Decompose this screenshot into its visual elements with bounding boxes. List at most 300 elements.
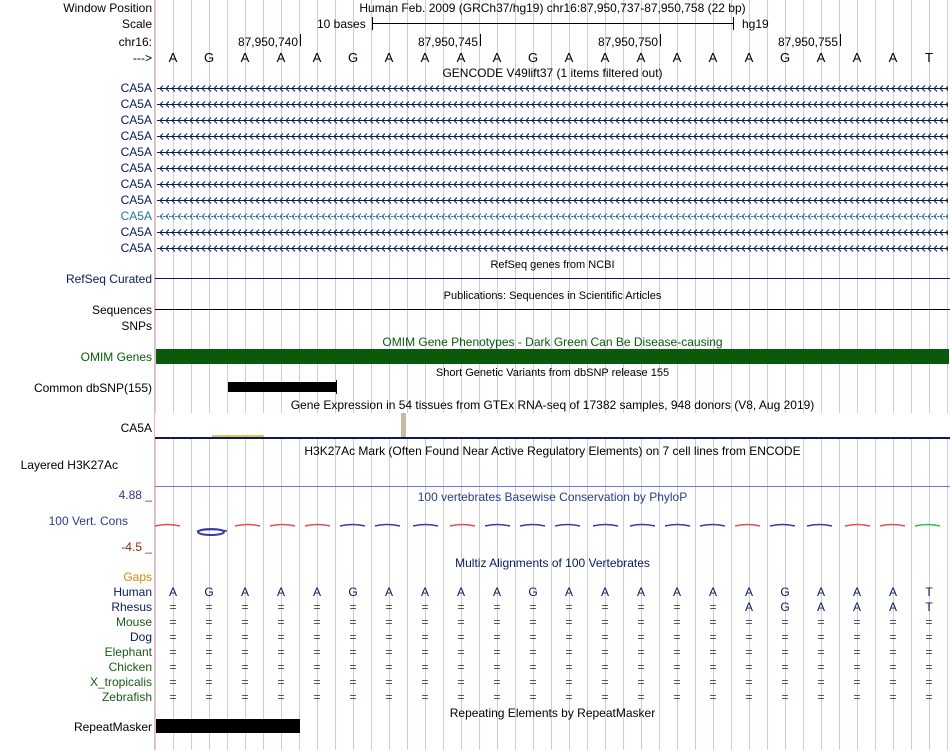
gencode-transcript-model[interactable] [157,180,948,189]
gtex-panel[interactable] [155,413,950,437]
multiz-base: = [925,630,933,644]
multiz-base: = [673,645,681,659]
multiz-base: = [277,660,285,674]
multiz-base: = [637,615,645,629]
multiz-base: = [169,600,177,614]
base-letter: A [708,50,718,65]
gencode-transcript-model[interactable] [157,212,948,221]
scale-value: 10 bases [317,17,366,31]
phylop-score-mark [915,525,940,527]
multiz-base: = [313,690,321,704]
multiz-base: = [529,600,537,614]
base-letter: A [384,50,394,65]
multiz-species-label[interactable]: Chicken [108,660,152,674]
multiz-base: = [313,600,321,614]
multiz-base: = [457,600,465,614]
gencode-transcript-model[interactable] [157,164,948,173]
multiz-base: = [601,630,609,644]
multiz-base: A [240,585,249,599]
multiz-base: = [493,645,501,659]
multiz-base: = [493,690,501,704]
chrom-label[interactable]: chr16: [118,35,152,49]
multiz-base: A [384,585,393,599]
gencode-transcript-label[interactable]: CA5A [120,97,152,111]
phylop-score-mark [630,525,655,527]
multiz-base: = [241,645,249,659]
multiz-base: = [421,660,429,674]
multiz-base: A [456,585,465,599]
multiz-base: A [276,585,285,599]
multiz-base: A [816,600,825,614]
phylop-score-mark [593,525,618,527]
multiz-base: A [636,585,645,599]
multiz-base: = [673,690,681,704]
refseq-track-title: RefSeq genes from NCBI [490,259,615,271]
multiz-base: = [241,600,249,614]
multiz-species-label[interactable]: Rhesus [111,600,152,614]
multiz-base: = [673,630,681,644]
scale-bar-left-end [372,17,373,30]
multiz-base: = [529,645,537,659]
base-letter: A [276,50,286,65]
multiz-base: = [889,675,897,689]
base-letter: A [492,50,502,65]
gencode-transcript-label[interactable]: CA5A [120,113,152,127]
multiz-base: = [637,630,645,644]
multiz-base: = [385,675,393,689]
gencode-track-title: GENCODE V49lift37 (1 items filtered out) [442,66,663,80]
multiz-base: = [241,630,249,644]
multiz-gaps-label[interactable]: Gaps [123,570,152,584]
phylop-score-mark [413,525,438,527]
repeatmasker-element-bar[interactable] [156,719,300,733]
phylop-score-mark [665,525,690,527]
multiz-base: = [493,615,501,629]
repeatmasker-track-label[interactable]: RepeatMasker [73,720,152,734]
phylop-score-mark [450,525,475,527]
multiz-base: = [889,645,897,659]
multiz-base: = [529,660,537,674]
multiz-base: G [780,585,790,599]
phylop-score-mark [807,525,832,527]
multiz-base: = [169,675,177,689]
phylop-min-label: -4.5 _ [121,540,152,554]
strand-label[interactable]: ---> [133,51,152,65]
scale-assembly: hg19 [742,17,769,31]
multiz-base: = [313,615,321,629]
base-letter: A [816,50,826,65]
multiz-base: = [205,645,213,659]
multiz-base: = [709,630,717,644]
gencode-transcript-model[interactable] [157,148,948,157]
multiz-base: = [565,690,573,704]
gencode-transcript-model[interactable] [157,116,948,125]
ruler-tick-label: 87,950,745 [417,35,478,49]
multiz-base: A [600,585,609,599]
multiz-base: = [457,660,465,674]
phylop-max-label: 4.88 _ [118,488,152,502]
multiz-base: = [493,660,501,674]
multiz-base: = [637,600,645,614]
multiz-base: A [672,585,681,599]
ruler-tick-label: 87,950,740 [237,35,298,49]
multiz-base: = [709,600,717,614]
multiz-base: = [709,675,717,689]
gencode-transcript-model[interactable] [157,228,948,237]
multiz-base: = [277,600,285,614]
multiz-base: A [492,585,501,599]
base-letter: A [744,50,754,65]
phylop-score-mark [340,525,365,527]
multiz-base: = [169,690,177,704]
gencode-transcript-model[interactable] [157,100,948,109]
multiz-base: = [421,615,429,629]
multiz-base: = [529,690,537,704]
multiz-base: = [493,630,501,644]
multiz-base: = [745,675,753,689]
h3k27ac-track-label[interactable]: Layered H3K27Ac [20,458,118,472]
multiz-base: = [277,690,285,704]
multiz-base: A [888,585,897,599]
gencode-transcript-label[interactable]: CA5A [120,241,152,255]
multiz-base: = [817,615,825,629]
multiz-base: = [385,660,393,674]
multiz-base: = [565,630,573,644]
ruler-tick [840,34,841,46]
multiz-species-label[interactable]: Mouse [115,615,152,629]
phylop-score-mark [770,525,795,527]
gencode-transcript-label[interactable]: CA5A [120,177,152,191]
phylop-score-mark [485,525,510,527]
phylop-score-mark [305,525,330,527]
multiz-base: = [817,690,825,704]
base-letter: A [240,50,250,65]
base-letter: G [779,50,791,65]
phylop-score-mark [700,525,725,527]
phylop-track-label[interactable]: 100 Vert. Cons [48,514,128,528]
ruler-tick [480,34,481,46]
multiz-base: = [169,645,177,659]
multiz-base: = [673,675,681,689]
multiz-base: = [205,660,213,674]
multiz-base: = [205,690,213,704]
multiz-base: = [241,660,249,674]
phylop-score-mark [375,525,400,527]
gencode-transcript-label[interactable]: CA5A [120,209,152,223]
multiz-base: A [420,585,429,599]
multiz-base: = [709,690,717,704]
multiz-base: = [277,675,285,689]
base-letter: A [312,50,322,65]
gencode-transcript-label[interactable]: CA5A [120,129,152,143]
multiz-base: = [925,675,933,689]
multiz-base: = [529,615,537,629]
multiz-base: = [853,630,861,644]
multiz-base: = [529,630,537,644]
multiz-base: A [888,600,897,614]
multiz-base: = [241,690,249,704]
multiz-base: = [745,690,753,704]
multiz-base: = [817,630,825,644]
gencode-transcript-label[interactable]: CA5A [120,193,152,207]
multiz-base: T [925,600,933,614]
multiz-base: = [673,660,681,674]
multiz-base: = [205,615,213,629]
omim-track-title: OMIM Gene Phenotypes - Dark Green Can Be Disease-causing [382,335,723,349]
multiz-base: = [817,675,825,689]
h3k27ac-track-title: H3K27Ac Mark (Often Found Near Active Regulatory Elements) on 7 cell lines from ENCODE [304,444,801,458]
window-position-value: Human Feb. 2009 (GRCh37/hg19) chr16:87,950,737-87,950,758 (22 bp) [359,1,746,15]
multiz-base: = [601,615,609,629]
multiz-base: = [817,645,825,659]
phylop-score-mark [880,525,905,527]
gencode-transcript-label[interactable]: CA5A [120,145,152,159]
multiz-species-label[interactable]: Dog [129,630,152,644]
gencode-transcript-label[interactable]: CA5A [120,225,152,239]
multiz-base: A [816,585,825,599]
multiz-base: = [709,615,717,629]
gencode-transcript-model[interactable] [157,244,948,253]
multiz-base: = [421,675,429,689]
multiz-base: G [204,585,214,599]
base-letter: A [672,50,682,65]
multiz-base: = [781,630,789,644]
base-letter: A [168,50,178,65]
multiz-base: = [277,630,285,644]
phylop-conserved-peak [198,529,224,535]
ruler-tick [300,34,301,46]
publications-track-title: Publications: Sequences in Scientific Articles [443,290,662,302]
multiz-base: = [277,615,285,629]
multiz-base: = [889,690,897,704]
gtex-track-title: Gene Expression in 54 tissues from GTEx RNA-seq of 17382 samples, 948 donors (V8, Aug 2019) [290,398,815,412]
multiz-base: = [313,660,321,674]
phylop-score-mark [520,525,545,527]
multiz-base: = [565,615,573,629]
base-letter: A [456,50,466,65]
multiz-track-title: Multiz Alignments of 100 Vertebrates [455,556,650,570]
multiz-base: = [241,675,249,689]
multiz-base: = [349,645,357,659]
multiz-base: = [601,690,609,704]
gencode-transcript-model[interactable] [157,84,948,93]
publications-track-label[interactable]: Sequences [91,303,152,317]
multiz-base: = [673,600,681,614]
base-letter: G [527,50,539,65]
multiz-base: = [925,645,933,659]
multiz-base: = [565,600,573,614]
multiz-base: = [385,690,393,704]
gtex-track-label[interactable]: CA5A [120,421,152,435]
multiz-base: = [781,645,789,659]
multiz-base: = [565,645,573,659]
multiz-base: = [457,690,465,704]
phylop-score-mark [555,525,580,527]
ruler-tick-label: 87,950,750 [597,35,658,49]
multiz-base: = [565,660,573,674]
multiz-base: = [601,645,609,659]
multiz-base: = [421,690,429,704]
multiz-base: = [385,615,393,629]
multiz-base: = [601,600,609,614]
multiz-base: = [205,600,213,614]
multiz-base: T [925,585,933,599]
multiz-base: = [313,630,321,644]
dbsnp-variant-tick [336,380,337,394]
base-letter: G [347,50,359,65]
multiz-base: = [709,660,717,674]
multiz-base: = [781,690,789,704]
multiz-base: = [493,675,501,689]
dbsnp-track-label[interactable]: Common dbSNP(155) [33,381,152,395]
ruler-tick [660,34,661,46]
multiz-base: = [781,615,789,629]
multiz-base: = [925,690,933,704]
multiz-base: = [925,660,933,674]
multiz-species-label[interactable]: Elephant [104,645,152,659]
multiz-species-label[interactable]: Human [113,585,152,599]
base-letter: A [852,50,862,65]
multiz-base: = [277,645,285,659]
multiz-base: = [205,630,213,644]
multiz-base: = [349,600,357,614]
base-letter: A [636,50,646,65]
multiz-base: = [457,630,465,644]
phylop-track-title: 100 vertebrates Basewise Conservation by PhyloP [417,490,688,504]
multiz-base: = [529,675,537,689]
phylop-score-mark [270,525,295,527]
base-letter: A [888,50,898,65]
multiz-base: = [853,675,861,689]
base-letter: A [600,50,610,65]
dbsnp-track-title: Short Genetic Variants from dbSNP release 155 [435,367,670,379]
multiz-base: = [817,660,825,674]
multiz-base: = [889,660,897,674]
gencode-transcript-model[interactable] [157,132,948,141]
multiz-base: = [853,690,861,704]
multiz-base: = [385,630,393,644]
phylop-score-mark [845,525,870,527]
multiz-base: A [744,585,753,599]
multiz-base: A [312,585,321,599]
snps-track-label[interactable]: SNPs [121,319,152,333]
multiz-base: A [744,600,753,614]
multiz-base: = [457,615,465,629]
multiz-base: A [852,600,861,614]
multiz-base: = [169,630,177,644]
multiz-base: = [349,660,357,674]
multiz-base: = [601,660,609,674]
phylop-score-mark [155,525,180,527]
refseq-track-label[interactable]: RefSeq Curated [65,272,152,286]
dbsnp-variant-bar[interactable] [228,382,336,392]
multiz-base: = [673,615,681,629]
multiz-base: = [889,630,897,644]
base-letter: T [925,50,933,65]
refseq-gene-line[interactable] [155,278,950,279]
multiz-base: = [745,615,753,629]
multiz-base: G [348,585,358,599]
multiz-base: = [853,645,861,659]
multiz-base: = [565,675,573,689]
base-letter: G [203,50,215,65]
multiz-base: = [457,645,465,659]
multiz-base: = [313,645,321,659]
window-position-label[interactable]: Window Position [63,1,152,15]
multiz-base: = [349,630,357,644]
ruler-tick-label: 87,950,755 [777,35,838,49]
multiz-base: = [781,660,789,674]
multiz-base: = [637,660,645,674]
omim-gene-bar[interactable] [156,349,949,364]
multiz-base: = [781,675,789,689]
multiz-base: = [421,630,429,644]
h3k27ac-baseline [155,486,950,487]
scale-label[interactable]: Scale [121,17,152,31]
multiz-base: A [852,585,861,599]
gtex-gene-line [155,437,950,439]
multiz-base: = [349,675,357,689]
multiz-base: = [169,615,177,629]
omim-track-label[interactable]: OMIM Genes [80,350,152,364]
multiz-base: = [853,615,861,629]
multiz-species-label[interactable]: X_tropicalis [89,675,152,689]
multiz-base: A [708,585,717,599]
phylop-signal[interactable] [155,518,950,538]
multiz-base: G [780,600,790,614]
gtex-expression-bar[interactable] [401,413,406,437]
multiz-base: = [637,675,645,689]
gencode-transcript-label[interactable]: CA5A [120,161,152,175]
multiz-base: = [385,645,393,659]
multiz-base: = [349,690,357,704]
multiz-base: = [745,660,753,674]
multiz-base: = [637,690,645,704]
multiz-base: G [528,585,538,599]
publications-line[interactable] [155,309,950,310]
base-letter: A [420,50,430,65]
multiz-base: = [349,615,357,629]
multiz-species-label[interactable]: Zebrafish [101,690,152,704]
gencode-transcript-label[interactable]: CA5A [120,81,152,95]
scale-bar-right-end [733,17,734,30]
multiz-base: = [853,660,861,674]
multiz-base: = [385,600,393,614]
phylop-score-mark [735,525,760,527]
multiz-base: = [205,675,213,689]
multiz-base: = [925,615,933,629]
multiz-base: = [169,660,177,674]
multiz-base: = [745,630,753,644]
phylop-score-mark [235,525,260,527]
multiz-base: = [637,645,645,659]
multiz-base: = [241,615,249,629]
multiz-base: A [168,585,177,599]
scale-bar [373,23,733,24]
multiz-base: = [457,675,465,689]
multiz-base: = [493,600,501,614]
gencode-transcript-model[interactable] [157,196,948,205]
multiz-base: A [564,585,573,599]
multiz-base: = [313,675,321,689]
multiz-base: = [745,645,753,659]
multiz-base: = [421,645,429,659]
multiz-base: = [421,600,429,614]
repeatmasker-track-title: Repeating Elements by RepeatMasker [449,706,656,720]
multiz-base: = [889,615,897,629]
base-letter: A [564,50,574,65]
multiz-base: = [601,675,609,689]
